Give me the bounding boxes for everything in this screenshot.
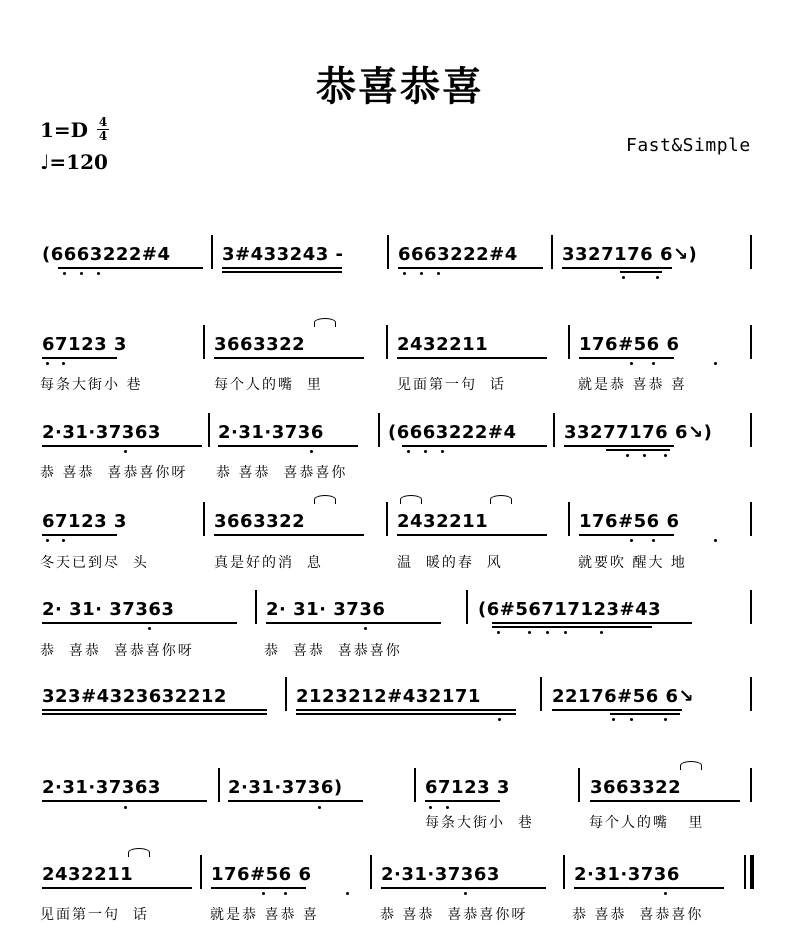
- dot: [656, 276, 659, 279]
- dot: [652, 362, 655, 365]
- underline: [381, 887, 546, 889]
- dot: [62, 362, 65, 365]
- lyric-4-1: 冬天已到尽 头: [40, 555, 149, 571]
- measure-3-3: (6663222#4: [388, 422, 517, 443]
- measure-5-2: 2· 31· 3736: [266, 599, 386, 620]
- dot: [346, 892, 349, 895]
- barline: [750, 502, 752, 536]
- dot: [420, 272, 423, 275]
- barline: [750, 677, 752, 711]
- measure-4-1: 67123 3: [42, 511, 127, 532]
- barline: [203, 502, 205, 536]
- measure-1-1: (6663222#4: [42, 244, 171, 265]
- underline: [222, 271, 342, 273]
- dot: [630, 539, 633, 542]
- dot: [124, 450, 127, 453]
- barline: [750, 413, 752, 447]
- underline: [42, 713, 267, 715]
- measure-7-2: 2·31·3736): [228, 777, 343, 798]
- barline: [750, 768, 752, 802]
- measure-3-4: 33277176 6↘): [564, 422, 713, 443]
- barline: [568, 325, 570, 359]
- underline: [562, 267, 672, 269]
- underline: [218, 445, 358, 447]
- dot: [284, 892, 287, 895]
- underline: [579, 534, 674, 536]
- dot: [626, 454, 629, 457]
- barline: [750, 325, 752, 359]
- barline: [208, 413, 210, 447]
- lyric-3-1: 恭 喜恭 喜恭喜你呀: [40, 465, 188, 481]
- barline: [211, 235, 213, 269]
- underline: [42, 887, 192, 889]
- barline: [540, 677, 542, 711]
- measure-3-1: 2·31·37363: [42, 422, 161, 443]
- tie: [400, 495, 422, 504]
- measure-1-4: 3327176 6↘): [562, 244, 698, 265]
- underline: [222, 267, 342, 269]
- measure-7-4: 3663322: [590, 777, 682, 798]
- underline: [42, 534, 117, 536]
- song-title: 恭喜恭喜: [316, 64, 484, 110]
- lyric-8-1: 见面第一句 话: [40, 907, 149, 923]
- underline: [214, 357, 364, 359]
- barline: [553, 413, 555, 447]
- underline: [296, 713, 516, 715]
- dot: [714, 539, 717, 542]
- underline: [402, 445, 547, 447]
- dot: [80, 272, 83, 275]
- dot: [622, 276, 625, 279]
- dot: [643, 454, 646, 457]
- measure-7-3: 67123 3: [425, 777, 510, 798]
- barline: [200, 855, 202, 889]
- dot: [148, 627, 151, 630]
- measure-4-3: 2432211: [397, 511, 489, 532]
- barline: [285, 677, 287, 711]
- underline: [552, 709, 682, 711]
- lyric-4-2: 真是好的消 息: [214, 555, 323, 571]
- underline: [42, 709, 267, 711]
- barline: [563, 855, 565, 889]
- dot: [714, 362, 717, 365]
- measure-7-1: 2·31·37363: [42, 777, 161, 798]
- lyric-2-3: 见面第一句 话: [397, 377, 506, 393]
- underline: [214, 534, 364, 536]
- underline: [492, 622, 692, 624]
- measure-8-1: 2432211: [42, 864, 134, 885]
- time-signature-top: 4: [98, 115, 108, 129]
- barline: [414, 768, 416, 802]
- dot: [124, 806, 127, 809]
- dot: [612, 718, 615, 721]
- tempo-marking: ♩=120: [40, 150, 108, 174]
- underline: [42, 800, 207, 802]
- barline: [218, 768, 220, 802]
- attribution-text: Fast&Simple: [626, 135, 751, 156]
- underline: [42, 622, 237, 624]
- final-barline-thick: [750, 855, 754, 889]
- dot: [546, 631, 549, 634]
- tie: [128, 848, 150, 857]
- dot: [630, 718, 633, 721]
- underline: [266, 622, 441, 624]
- barline: [370, 855, 372, 889]
- final-barline-thin: [744, 855, 746, 889]
- dot: [97, 272, 100, 275]
- barline: [387, 235, 389, 269]
- underline: [211, 887, 306, 889]
- dot: [528, 631, 531, 634]
- underline: [425, 800, 500, 802]
- lyric-2-1: 每条大街小 巷: [40, 377, 143, 393]
- barline: [578, 768, 580, 802]
- underline: [397, 534, 547, 536]
- barline: [255, 590, 257, 624]
- barline: [386, 502, 388, 536]
- dot: [664, 454, 667, 457]
- lyric-4-4: 就要吹 醒大 地: [578, 555, 687, 571]
- underline: [574, 887, 724, 889]
- measure-6-1: 323#4323632212: [42, 686, 227, 707]
- underline: [610, 713, 680, 715]
- lyric-5-2: 恭 喜恭 喜恭喜你: [264, 643, 402, 659]
- dot: [429, 806, 432, 809]
- lyric-2-2: 每个人的嘴 里: [214, 377, 323, 393]
- measure-6-2: 2123212#432171: [296, 686, 481, 707]
- underline: [492, 626, 652, 628]
- dot: [630, 362, 633, 365]
- lyric-3-2: 恭 喜恭 喜恭喜你: [216, 465, 348, 481]
- underline: [58, 267, 203, 269]
- dot: [62, 539, 65, 542]
- dot: [446, 806, 449, 809]
- underline: [564, 445, 674, 447]
- lyric-8-4: 恭 喜恭 喜恭喜你: [572, 907, 704, 923]
- dot: [497, 631, 500, 634]
- tie: [490, 495, 512, 504]
- dot: [310, 450, 313, 453]
- dot: [403, 272, 406, 275]
- barline: [750, 235, 752, 269]
- time-signature: [96, 116, 110, 143]
- dot: [262, 892, 265, 895]
- dot: [437, 272, 440, 275]
- barline: [466, 590, 468, 624]
- tie: [314, 318, 336, 327]
- measure-6-3: 22176#56 6↘: [552, 686, 695, 707]
- dot: [564, 631, 567, 634]
- measure-2-2: 3663322: [214, 334, 306, 355]
- measure-2-4: 176#56 6: [579, 334, 680, 355]
- barline: [568, 502, 570, 536]
- underline: [397, 357, 547, 359]
- dot: [600, 631, 603, 634]
- barline: [386, 325, 388, 359]
- underline: [42, 445, 202, 447]
- lyric-4-3: 温 暖的春 风: [397, 555, 503, 571]
- dot: [407, 450, 410, 453]
- tie: [314, 495, 336, 504]
- key-signature: 1=D: [40, 118, 89, 142]
- underline: [590, 800, 740, 802]
- measure-1-2: 3#433243 -: [222, 244, 344, 265]
- underline: [398, 267, 543, 269]
- measure-2-1: 67123 3: [42, 334, 127, 355]
- underline: [620, 271, 662, 273]
- dot: [464, 892, 467, 895]
- measure-8-2: 176#56 6: [211, 864, 312, 885]
- underline: [42, 357, 117, 359]
- measure-5-3: (6#56717123#43: [478, 599, 662, 620]
- dot: [664, 718, 667, 721]
- dot: [441, 450, 444, 453]
- measure-8-3: 2·31·37363: [381, 864, 500, 885]
- lyric-7-1: 每条大街小 巷: [425, 815, 534, 831]
- dot: [652, 539, 655, 542]
- measure-4-4: 176#56 6: [579, 511, 680, 532]
- measure-5-1: 2· 31· 37363: [42, 599, 175, 620]
- dot: [364, 627, 367, 630]
- underline: [606, 449, 670, 451]
- measure-8-4: 2·31·3736: [574, 864, 680, 885]
- tie: [680, 761, 702, 770]
- lyric-2-4: 就是恭 喜恭 喜: [578, 377, 687, 393]
- dot: [318, 806, 321, 809]
- dot: [46, 539, 49, 542]
- barline: [378, 413, 380, 447]
- measure-4-2: 3663322: [214, 511, 306, 532]
- lyric-5-1: 恭 喜恭 喜恭喜你呀: [40, 643, 194, 659]
- measure-3-2: 2·31·3736: [218, 422, 324, 443]
- measure-2-3: 2432211: [397, 334, 489, 355]
- underline: [228, 800, 363, 802]
- time-signature-bottom: 4: [98, 129, 108, 143]
- underline: [579, 357, 674, 359]
- lyric-7-2: 每个人的嘴 里: [589, 815, 705, 831]
- lyric-8-3: 恭 喜恭 喜恭喜你呀: [380, 907, 528, 923]
- dot: [664, 892, 667, 895]
- dot: [63, 272, 66, 275]
- lyric-8-2: 就是恭 喜恭 喜: [210, 907, 319, 923]
- barline: [203, 325, 205, 359]
- barline: [750, 590, 752, 624]
- measure-1-3: 6663222#4: [398, 244, 518, 265]
- dot: [46, 362, 49, 365]
- underline: [296, 709, 516, 711]
- barline: [551, 235, 553, 269]
- dot: [498, 718, 501, 721]
- dot: [424, 450, 427, 453]
